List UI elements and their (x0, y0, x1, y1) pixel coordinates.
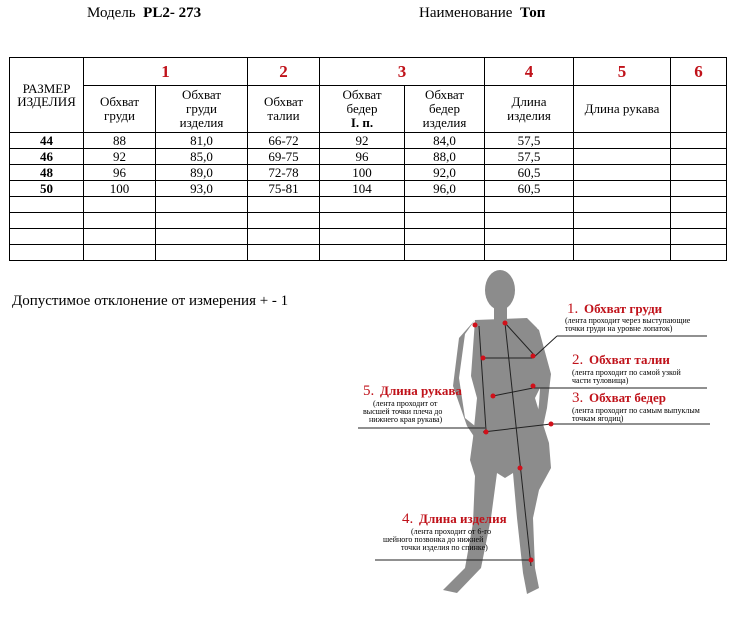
table-cell (671, 197, 727, 213)
table-cell (485, 213, 574, 229)
measure-point (531, 384, 536, 389)
size-cell (10, 213, 84, 229)
label-sleeve-title: Длина рукава (380, 383, 462, 398)
table-cell: 100 (84, 181, 156, 197)
measure-point (484, 430, 489, 435)
measure-point (491, 394, 496, 399)
measure-point (549, 422, 554, 427)
table-cell: 96,0 (405, 181, 485, 197)
table-cell (84, 245, 156, 261)
table-cell: 60,5 (485, 165, 574, 181)
group-number-5: 5 (574, 58, 671, 86)
table-cell: 92 (320, 133, 405, 149)
measure-point (473, 323, 478, 328)
table-row (10, 245, 727, 261)
label-chest (565, 301, 691, 333)
label-length (383, 511, 507, 552)
table-cell: 57,5 (485, 133, 574, 149)
table-cell (156, 213, 248, 229)
label-waist-title: Обхват талии (589, 352, 670, 367)
group-number-3: 3 (320, 58, 485, 86)
model-line (87, 5, 201, 22)
label-length-title: Длина изделия (419, 511, 507, 526)
measure-point (518, 466, 523, 471)
table-cell (574, 165, 671, 181)
table-cell (248, 245, 320, 261)
silhouette-head (485, 270, 515, 310)
label-waist-num: 2. (572, 352, 584, 368)
label-sleeve-desc: высшей точки плеча до (363, 407, 443, 416)
group-number-2: 2 (248, 58, 320, 86)
group-number-4: 4 (485, 58, 574, 86)
table-cell (671, 149, 727, 165)
table-cell: 66-72 (248, 133, 320, 149)
column-header: Длина рукава (574, 86, 671, 133)
table-cell: 88,0 (405, 149, 485, 165)
size-table (9, 57, 727, 261)
size-cell (10, 245, 84, 261)
table-cell (485, 197, 574, 213)
table-cell: 69-75 (248, 149, 320, 165)
table-cell: 104 (320, 181, 405, 197)
table-row (10, 149, 727, 165)
column-header: Обхват бедер изделия (405, 86, 485, 133)
table-cell (320, 213, 405, 229)
table-row (10, 213, 727, 229)
table-cell (574, 181, 671, 197)
label-chest-num: 1. (567, 301, 579, 317)
table-cell (320, 245, 405, 261)
size-cell (10, 197, 84, 213)
label-chest-desc: (лента проходит через выступающие (565, 316, 691, 325)
table-cell: 60,5 (485, 181, 574, 197)
name-label: Наименование (419, 5, 513, 21)
table-cell: 84,0 (405, 133, 485, 149)
table-cell (156, 197, 248, 213)
size-header: РАЗМЕР ИЗДЕЛИЯ (10, 58, 84, 133)
table-cell (574, 229, 671, 245)
table-cell (574, 245, 671, 261)
size-cell: 50 (10, 181, 84, 197)
group-number-6: 6 (671, 58, 727, 86)
label-length-num: 4. (402, 511, 414, 527)
table-cell (156, 245, 248, 261)
measure-point (529, 558, 534, 563)
label-waist (572, 352, 681, 385)
model-label: Модель (87, 5, 136, 21)
label-hips-desc: точкам ягодиц) (572, 414, 624, 423)
label-hips-desc: (лента проходит по самым выпуклым (572, 406, 700, 415)
table-cell (405, 213, 485, 229)
column-header: Длина изделия (485, 86, 574, 133)
measure-point (481, 356, 486, 361)
label-chest-desc: точки груди на уровне лопаток) (565, 324, 673, 333)
table-cell: 88 (84, 133, 156, 149)
table-cell (671, 165, 727, 181)
table-row (10, 165, 727, 181)
label-length-desc: точки изделия по спинке) (401, 543, 488, 552)
table-cell (320, 229, 405, 245)
model-value: PL2- 273 (143, 5, 202, 21)
table-cell (485, 229, 574, 245)
label-sleeve (363, 383, 462, 424)
name-line (419, 5, 545, 22)
label-waist-desc: части туловища) (572, 376, 629, 385)
table-cell (574, 197, 671, 213)
measurement-figure (355, 268, 725, 608)
table-cell: 72-78 (248, 165, 320, 181)
label-hips-title: Обхват бедер (589, 390, 666, 405)
column-header (671, 86, 727, 133)
table-cell (320, 197, 405, 213)
silhouette-neck (494, 306, 507, 320)
table-cell: 100 (320, 165, 405, 181)
table-cell (574, 213, 671, 229)
label-sleeve-desc: (лента проходит от (373, 399, 438, 408)
table-row (10, 229, 727, 245)
tolerance-note: Допустимое отклонение от измерения + - 1 (12, 293, 289, 309)
label-sleeve-desc: нижнего края рукава) (369, 415, 443, 424)
table-row (10, 133, 727, 149)
table-cell (84, 197, 156, 213)
label-length-desc: шейного позвонка до нижней (383, 535, 484, 544)
table-cell (248, 197, 320, 213)
table-cell (574, 149, 671, 165)
table-cell (671, 133, 727, 149)
label-sleeve-num: 5. (363, 383, 375, 399)
label-length-desc: (лента проходит от 6-го (411, 527, 492, 536)
table-cell: 89,0 (156, 165, 248, 181)
table-cell (248, 213, 320, 229)
table-cell (84, 229, 156, 245)
column-header: Обхват талии (248, 86, 320, 133)
table-cell: 96 (84, 165, 156, 181)
table-row (10, 181, 727, 197)
table-row (10, 197, 727, 213)
table-cell (405, 229, 485, 245)
column-header: Обхват груди изделия (156, 86, 248, 133)
table-cell: 57,5 (485, 149, 574, 165)
table-cell: 93,0 (156, 181, 248, 197)
name-value: Топ (519, 5, 546, 21)
table-cell: 81,0 (156, 133, 248, 149)
label-hips-num: 3. (572, 390, 584, 406)
size-cell (10, 229, 84, 245)
group-number-1: 1 (84, 58, 248, 86)
table-cell: 92 (84, 149, 156, 165)
table-cell (671, 245, 727, 261)
table-cell (84, 213, 156, 229)
size-cell: 44 (10, 133, 84, 149)
table-cell (248, 229, 320, 245)
table-cell (405, 245, 485, 261)
measure-point (531, 354, 536, 359)
label-chest-title: Обхват груди (584, 301, 663, 316)
table-cell (405, 197, 485, 213)
table-cell (671, 181, 727, 197)
table-cell (671, 213, 727, 229)
table-cell: 92,0 (405, 165, 485, 181)
size-cell: 48 (10, 165, 84, 181)
label-hips (572, 390, 700, 423)
table-cell: 85,0 (156, 149, 248, 165)
size-cell: 46 (10, 149, 84, 165)
table-cell: 75-81 (248, 181, 320, 197)
measure-point (503, 321, 508, 326)
label-waist-desc: (лента проходит по самой узкой (572, 368, 681, 377)
table-cell (485, 245, 574, 261)
column-header: Обхват груди (84, 86, 156, 133)
table-cell: 96 (320, 149, 405, 165)
table-cell (671, 229, 727, 245)
table-cell (156, 229, 248, 245)
table-cell (574, 133, 671, 149)
column-header: Обхват бедер I. п. (320, 86, 405, 133)
